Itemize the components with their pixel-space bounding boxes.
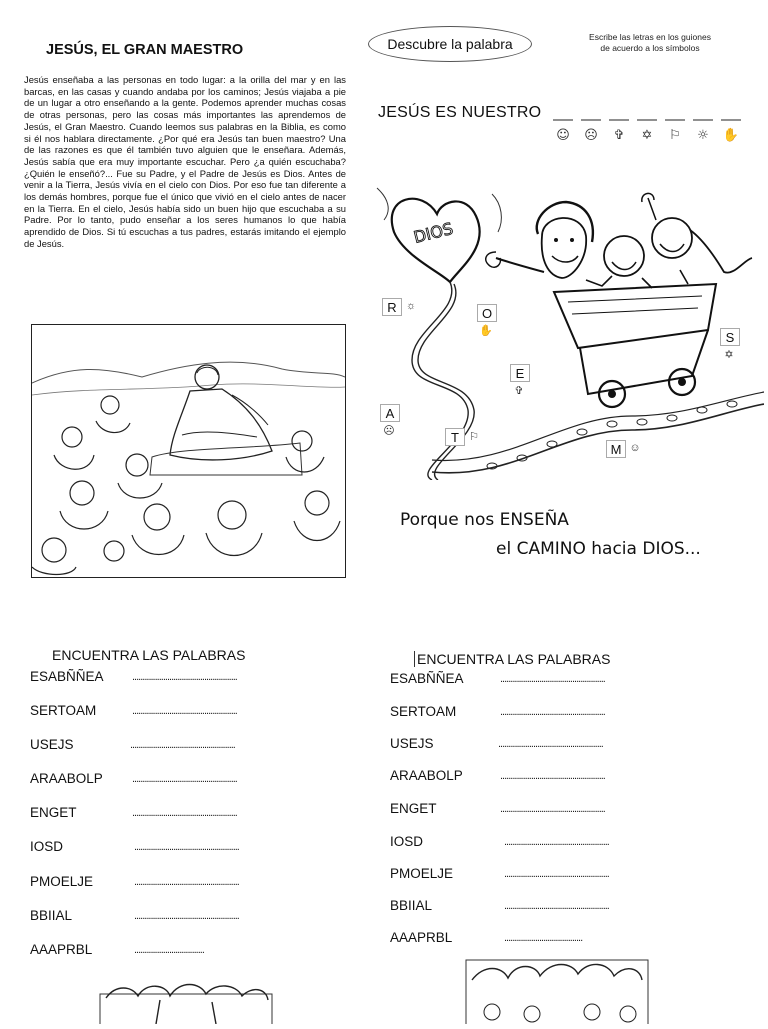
scrambled-word: IOSD: [390, 834, 424, 849]
jesus-teaching-illustration: [31, 324, 346, 578]
blank-symbol-icon: ☹: [584, 128, 598, 143]
scrambled-word: ARAABOLP: [390, 768, 463, 783]
scrambled-word: AAAPRBL: [390, 930, 453, 945]
list-item: [30, 874, 239, 889]
answer-line[interactable]: ...................................................: [504, 835, 609, 848]
scrambled-word: USEJS: [30, 737, 74, 752]
list-item: [390, 930, 582, 945]
list-item: [390, 834, 609, 849]
answer-line[interactable]: ...................................................: [132, 772, 237, 785]
flag-icon: ⚐: [469, 430, 479, 443]
tile-r: [382, 298, 420, 316]
answer-line[interactable]: ..................................: [134, 943, 204, 956]
answer-line[interactable]: ...................................................: [134, 875, 239, 888]
scrambled-word: ESABÑÑEA: [30, 669, 104, 684]
answer-line[interactable]: ...................................................: [504, 867, 609, 880]
story-body: Jesús enseñaba a las personas en todo lugar: a la orilla del mar y en las barcas, en las casas y cuando andaba por los caminos; Jesús viajaba a pie de un lugar a otro enseñando a la gente. Podemos aprender muchas cosas de otras personas, pero las cosas más importantes las aprendemos de Jesús, el Gran Maestro. Cuando leemos sus palabras en la Biblia, es como si él nos hablara directamente. ¿Por qué era Jesús tan buen maestro? Una de las razones es que él también tuvo alguien que le enseñara. Además, Jesús sabía que era muy importante escuchar. Pero ¿a quién escuchaba? ¿Quién le enseñó?... Fue su Padre, y el Padre de Jesús es Dios. Antes de venir a la Tierra, Jesús vivía en el cielo con Dios. Por eso fue tan diferente a los demás hombres, porque fue el único que vivió en el cielo antes de nacer en la Tierra. En el cielo, Jesús había sido un buen hijo que escuchaba a su Padre. Por lo tanto, pudo enseñar a los seres humanos lo que había aprendido de Dios. Si tú escuchas a tus padres, estarás imitando el ejemplo: [24, 74, 346, 238]
wordfind-right-heading: ENCUENTRA LAS PALABRAS: [414, 651, 610, 667]
tile-letter: A: [380, 404, 400, 422]
tile-e: [510, 364, 530, 398]
answer-line[interactable]: ...................................................: [134, 909, 239, 922]
list-item: [30, 942, 204, 957]
answer-line[interactable]: ...................................................: [500, 769, 605, 782]
blank-symbol-icon: ✞: [613, 128, 625, 143]
blank-symbol-icon: ☼: [697, 128, 709, 143]
list-item: [30, 805, 237, 820]
list-item: [30, 737, 235, 752]
answer-line[interactable]: ...................................................: [132, 670, 237, 683]
tile-s: [720, 328, 740, 362]
cart-drawing: [372, 180, 764, 480]
answer-line[interactable]: ...................................................: [500, 705, 605, 718]
answer-line[interactable]: ...................................................: [498, 737, 603, 750]
heart-dios-text: DIOS: [411, 218, 455, 247]
scrambled-word: ARAABOLP: [30, 771, 103, 786]
answer-line[interactable]: ...................................................: [132, 806, 237, 819]
tree-sketch-left: [96, 974, 276, 1024]
discover-word-badge: Descubre la palabra: [368, 26, 532, 62]
tile-m: [606, 440, 644, 458]
scrambled-word: ENGET: [30, 805, 77, 820]
instructions-line-1: Escribe las letras en los guiones: [589, 32, 711, 42]
list-item: [390, 801, 605, 816]
answer-line[interactable]: ...................................................: [132, 704, 237, 717]
hand-icon: ✋: [479, 324, 493, 337]
answer-line[interactable]: ...................................................: [130, 738, 235, 751]
list-item: [390, 866, 609, 881]
scrambled-word: SERTOAM: [390, 704, 457, 719]
blank-symbol-icon: ✡: [641, 128, 653, 143]
tile-letter: O: [477, 304, 497, 322]
tree-sketch-right: [462, 950, 642, 1000]
tile-letter: S: [720, 328, 740, 346]
list-item: [390, 768, 605, 783]
scrambled-word: ESABÑÑEA: [390, 671, 464, 686]
story-title: JESÚS, EL GRAN MAESTRO: [46, 42, 244, 58]
answer-line[interactable]: ...................................................: [500, 672, 605, 685]
answer-line[interactable]: ...................................................: [504, 899, 609, 912]
scrambled-word: SERTOAM: [30, 703, 97, 718]
list-item: [30, 669, 237, 684]
tile-letter: T: [445, 428, 465, 446]
cross-icon: ✞: [514, 384, 524, 397]
tile-o: [477, 304, 497, 338]
list-item: [30, 771, 237, 786]
answer-blanks-drawing: [551, 106, 746, 146]
list-item: [30, 703, 237, 718]
answer-line[interactable]: ......................................: [504, 931, 583, 944]
list-item: [390, 736, 603, 751]
scrambled-word: BBIIAL: [390, 898, 433, 913]
puzzle-phrase: JESÚS ES NUESTRO: [378, 104, 542, 121]
list-item: [30, 908, 239, 923]
tree-right-drawing: [462, 950, 652, 1024]
scrambled-word: PMOELJE: [390, 866, 454, 881]
scrambled-word: IOSD: [30, 839, 64, 854]
scrambled-word: ENGET: [390, 801, 437, 816]
blank-symbol-icon: ☺: [556, 128, 570, 143]
cart-illustration: [372, 180, 764, 480]
tree-left-drawing: [96, 974, 276, 1024]
scrambled-word: PMOELJE: [30, 874, 94, 889]
answer-blanks: [551, 106, 746, 146]
scrambled-word: BBIIAL: [30, 908, 73, 923]
instructions-line-2: de acuerdo a los símbolos: [600, 42, 700, 53]
answer-line[interactable]: ...................................................: [134, 840, 239, 853]
teaching-scene-drawing: [32, 325, 345, 577]
blank-symbol-icon: ✋: [722, 128, 740, 143]
scrambled-word: USEJS: [390, 736, 434, 751]
caption-line-2: el CAMINO hacia DIOS...: [496, 539, 701, 559]
caption-line-1: Porque nos ENSEÑA: [400, 510, 569, 530]
sun-icon: ☼: [405, 300, 417, 312]
scrambled-word: AAAPRBL: [30, 942, 93, 957]
tile-letter: E: [510, 364, 530, 382]
story-end: de Jesús.: [24, 237, 65, 249]
wordfind-left-heading: ENCUENTRA LAS PALABRAS: [52, 647, 246, 663]
smiley-icon: ☺: [629, 442, 641, 454]
answer-line[interactable]: ...................................................: [500, 802, 605, 815]
list-item: [30, 839, 239, 854]
puzzle-instructions: [580, 32, 720, 53]
tile-a: [380, 404, 400, 438]
blank-symbol-icon: ⚐: [669, 128, 681, 143]
tile-letter: M: [606, 440, 626, 458]
tile-letter: R: [382, 298, 402, 316]
story-text: [24, 74, 346, 250]
list-item: [390, 898, 609, 913]
list-item: [390, 671, 605, 686]
tile-t: [445, 428, 483, 446]
sad-face-icon: ☹: [383, 424, 395, 437]
list-item: [390, 704, 605, 719]
star-of-david-icon: ✡: [724, 348, 734, 361]
